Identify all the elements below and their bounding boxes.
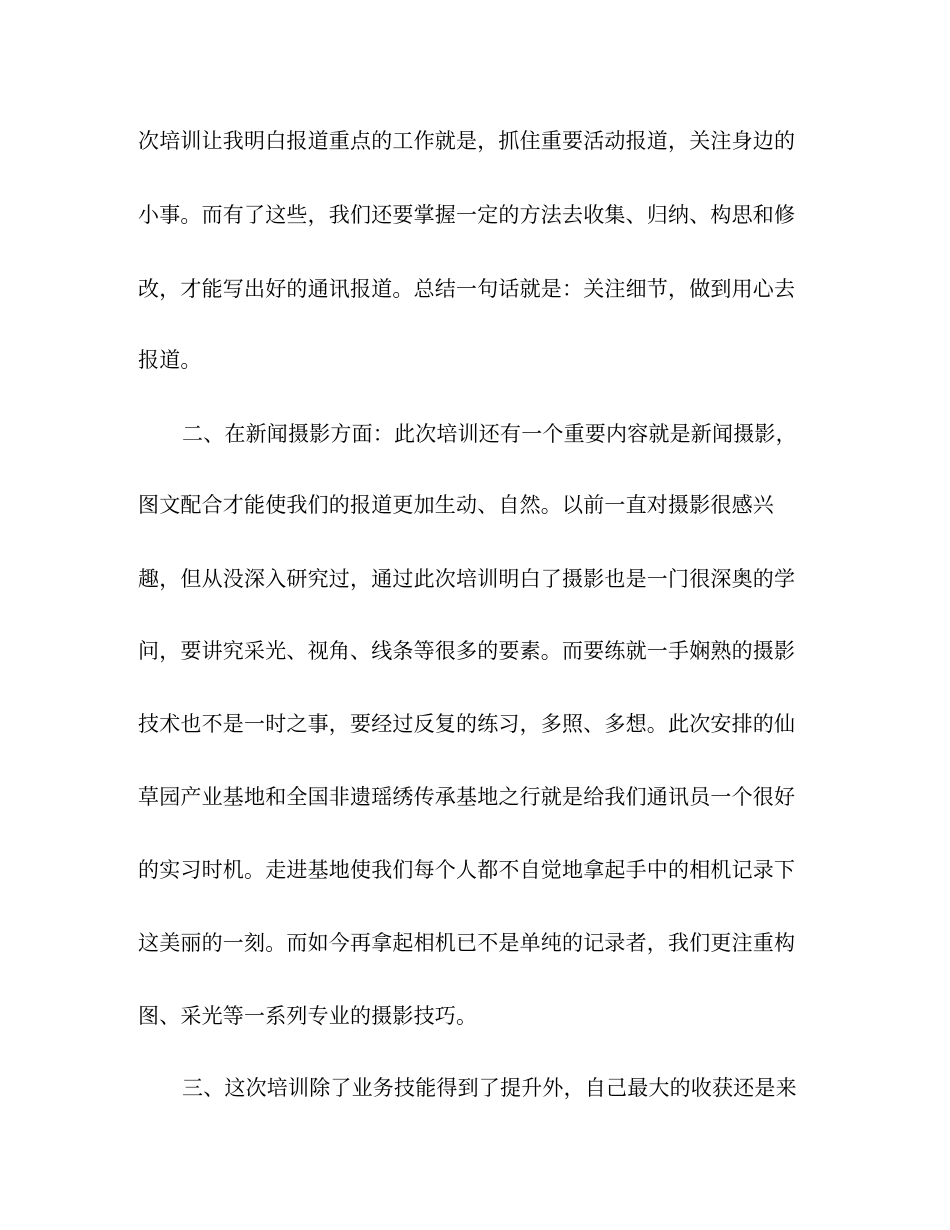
text-line: 草园产业基地和全国非遗瑶绣传承基地之行就是给我们通讯员一个很好 xyxy=(138,785,796,809)
text-line: 图、采光等一系列专业的摄影技巧。 xyxy=(138,1004,478,1028)
text-line: 次培训让我明白报道重点的工作就是，抓住重要活动报道，关注身边的 xyxy=(138,129,796,153)
text-line: 技术也不是一时之事，要经过反复的练习，多照、多想。此次安排的仙 xyxy=(138,712,796,736)
text-line: 小事。而有了这些，我们还要掌握一定的方法去收集、归纳、构思和修 xyxy=(138,203,796,227)
text-line: 的实习时机。走进基地使我们每个人都不自觉地拿起手中的相机记录下 xyxy=(138,858,796,882)
paragraph-start-line: 三、这次培训除了业务技能得到了提升外，自己最大的收获还是来 xyxy=(182,1076,797,1100)
paragraph-start-line: 二、在新闻摄影方面：此次培训还有一个重要内容就是新闻摄影， xyxy=(182,422,797,446)
text-line: 这美丽的一刻。而如今再拿起相机已不是单纯的记录者，我们更注重构 xyxy=(138,931,796,955)
text-line: 报道。 xyxy=(138,348,202,372)
text-line: 问，要讲究采光、视角、线条等很多的要素。而要练就一手娴熟的摄影 xyxy=(138,639,796,663)
text-line: 图文配合才能使我们的报道更加生动、自然。以前一直对摄影很感兴 xyxy=(138,493,774,517)
text-line: 改，才能写出好的通讯报道。总结一句话就是：关注细节，做到用心去 xyxy=(138,277,796,301)
text-line: 趣，但从没深入研究过，通过此次培训明白了摄影也是一门很深奥的学 xyxy=(138,567,796,591)
